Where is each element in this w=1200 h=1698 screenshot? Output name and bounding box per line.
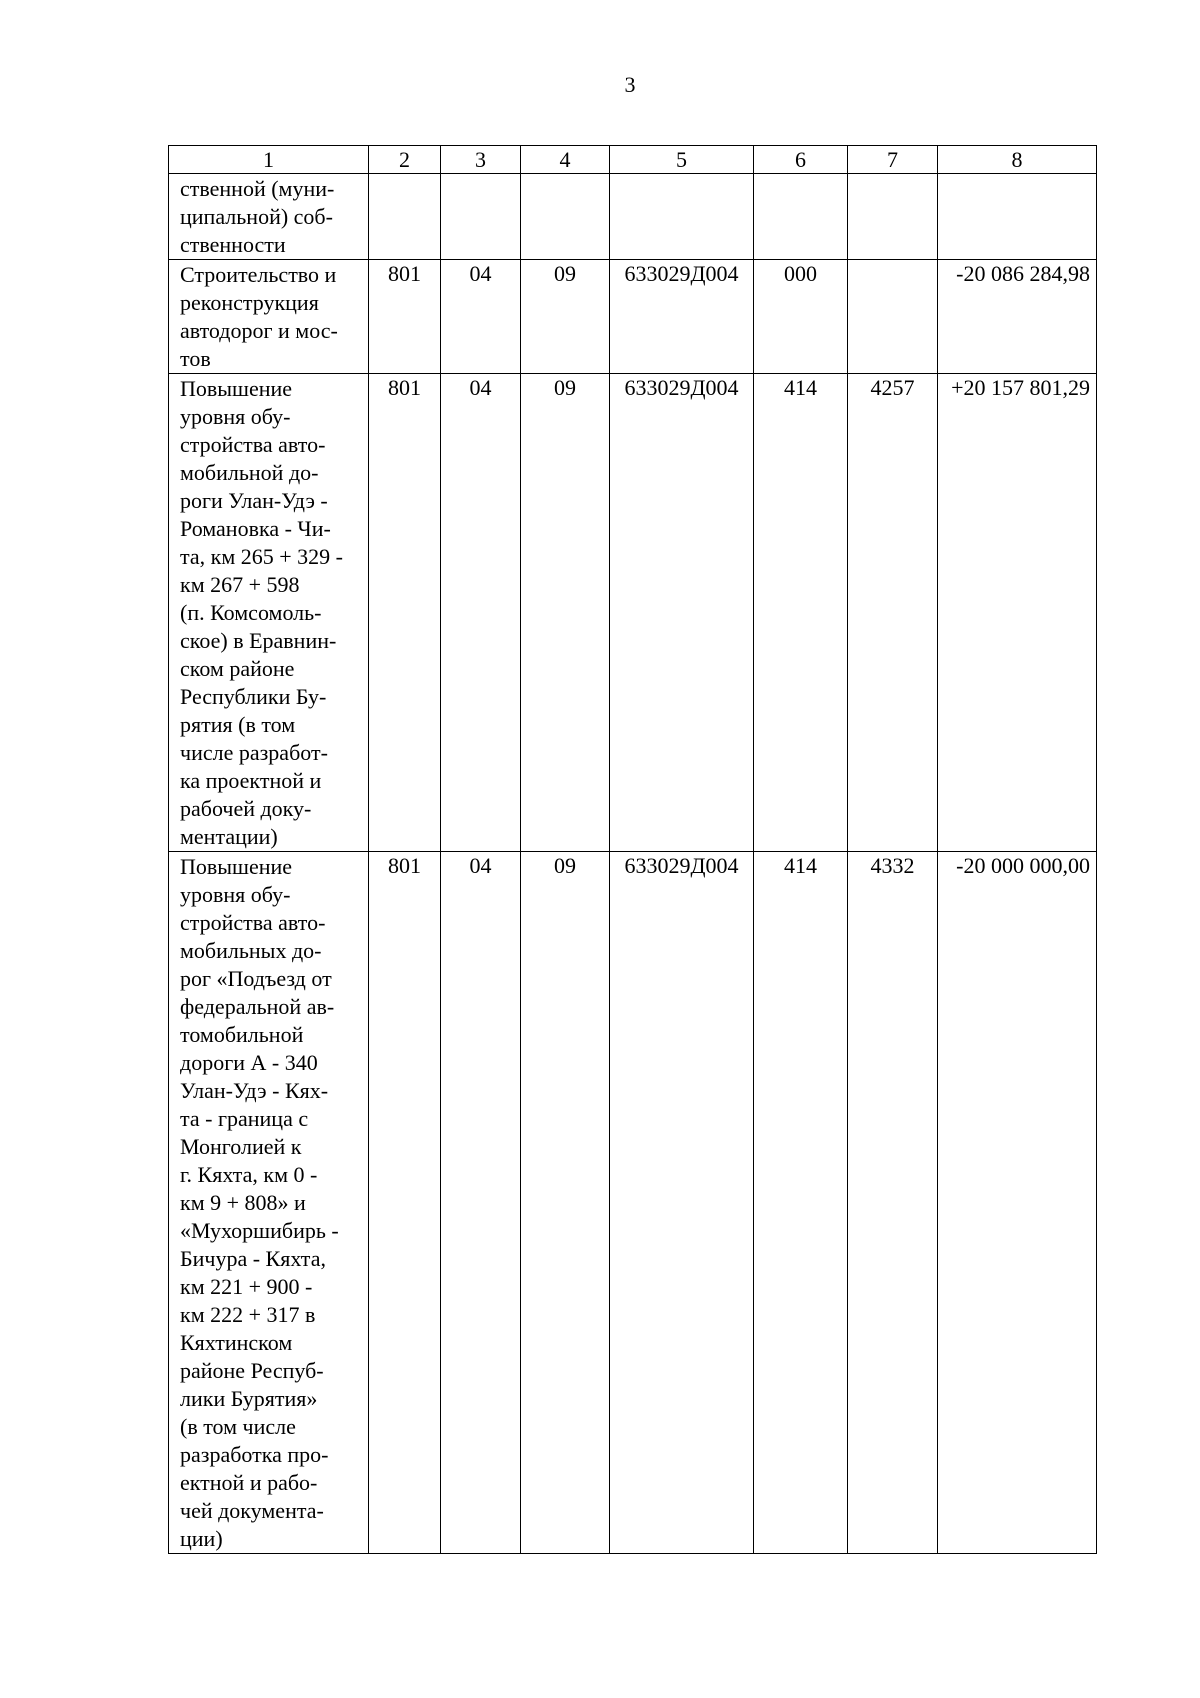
cell-code-3: 04 bbox=[441, 374, 521, 852]
cell-code-3: 04 bbox=[441, 260, 521, 374]
cell-amount: -20 086 284,98 bbox=[938, 260, 1097, 374]
column-header: 5 bbox=[610, 146, 754, 174]
column-header: 2 bbox=[369, 146, 441, 174]
row-description: Повышение уровня обу- стройства авто- мобильных до- рог «Подъезд от федеральной ав- томобильной дороги А - 340 Улан-Удэ - Кях- та - граница с Монголией к г. Кяхта, км 0 - км 9 + 808» и «Мухоршибирь - Бичура - Кяхта, км 221 + 900 - км 222 + 317 в Кяхтинском районе Респуб- лики Бурятия» (в том числе разработка про- ектной и рабо- чей документа- ции) bbox=[169, 852, 369, 1554]
cell-code-2: 801 bbox=[369, 374, 441, 852]
cell-code-7: 4332 bbox=[848, 852, 938, 1554]
table-row bbox=[169, 374, 1097, 852]
cell-code-3 bbox=[441, 174, 521, 260]
column-header: 7 bbox=[848, 146, 938, 174]
cell-code-5: 633029Д004 bbox=[610, 260, 754, 374]
table-row bbox=[169, 852, 1097, 1554]
table-row bbox=[169, 260, 1097, 374]
cell-code-4: 09 bbox=[521, 260, 610, 374]
cell-code-2: 801 bbox=[369, 260, 441, 374]
cell-code-2: 801 bbox=[369, 852, 441, 1554]
column-header: 4 bbox=[521, 146, 610, 174]
cell-code-6: 000 bbox=[754, 260, 848, 374]
cell-code-5: 633029Д004 bbox=[610, 374, 754, 852]
cell-code-5 bbox=[610, 174, 754, 260]
cell-code-7 bbox=[848, 174, 938, 260]
row-description: Повышение уровня обу- стройства авто- мобильной до- роги Улан-Удэ - Романовка - Чи- та, км 265 + 329 - км 267 + 598 (п. Комсомоль- ское) в Еравнин- ском районе Республики Бу- рятия (в том числе разработ- ка проектной и рабочей доку- ментации) bbox=[169, 374, 369, 852]
row-description: Строительство и реконструкция автодорог и мос- тов bbox=[169, 260, 369, 374]
column-header: 8 bbox=[938, 146, 1097, 174]
cell-code-4 bbox=[521, 174, 610, 260]
cell-code-6: 414 bbox=[754, 374, 848, 852]
cell-code-6 bbox=[754, 174, 848, 260]
column-header: 3 bbox=[441, 146, 521, 174]
cell-code-4: 09 bbox=[521, 852, 610, 1554]
cell-code-6: 414 bbox=[754, 852, 848, 1554]
cell-amount bbox=[938, 174, 1097, 260]
table-row bbox=[169, 174, 1097, 260]
cell-code-3: 04 bbox=[441, 852, 521, 1554]
cell-code-5: 633029Д004 bbox=[610, 852, 754, 1554]
cell-code-4: 09 bbox=[521, 374, 610, 852]
cell-code-7 bbox=[848, 260, 938, 374]
cell-amount: +20 157 801,29 bbox=[938, 374, 1097, 852]
cell-code-7: 4257 bbox=[848, 374, 938, 852]
cell-code-2 bbox=[369, 174, 441, 260]
cell-amount: -20 000 000,00 bbox=[938, 852, 1097, 1554]
column-header: 1 bbox=[169, 146, 369, 174]
page-number: 3 bbox=[624, 72, 636, 97]
table-header-row bbox=[169, 146, 1097, 174]
budget-table bbox=[168, 145, 1097, 1554]
column-header: 6 bbox=[754, 146, 848, 174]
row-description: ственной (муни- ципальной) соб- ственности bbox=[169, 174, 369, 260]
